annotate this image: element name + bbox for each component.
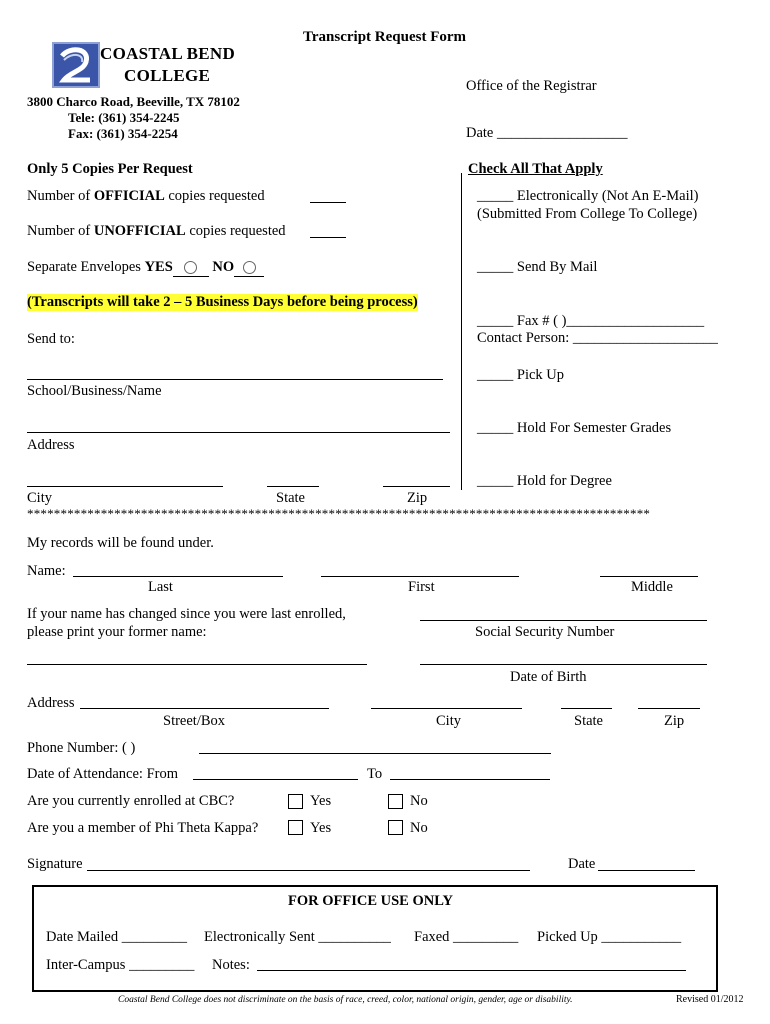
middle-name-field[interactable] — [600, 576, 698, 577]
official-copies-label: Number of OFFICIAL copies requested — [27, 188, 265, 204]
street-box-label: Street/Box — [163, 713, 226, 729]
record-state-field[interactable] — [561, 708, 612, 709]
send-city-label: City — [27, 490, 52, 506]
dob-field[interactable] — [420, 664, 707, 665]
phone-label: Phone Number: ( ) — [27, 740, 136, 756]
inter-campus[interactable]: Inter-Campus _________ — [46, 957, 195, 973]
office-registrar: Office of the Registrar — [466, 78, 597, 94]
star-separator: ********************************************************************************************* — [27, 506, 651, 521]
send-city-field[interactable] — [27, 486, 223, 487]
first-name-field[interactable] — [321, 576, 519, 577]
unofficial-copies-label: Number of UNOFFICIAL copies requested — [27, 223, 286, 239]
unofficial-copies-field[interactable] — [310, 237, 346, 238]
notes-label: Notes: — [212, 957, 250, 973]
form-title: Transcript Request Form — [303, 29, 467, 45]
option-electronic[interactable]: _____ Electronically (Not An E-Mail) — [477, 188, 699, 204]
logo-line2: COLLEGE — [124, 66, 211, 85]
first-label: First — [408, 579, 435, 595]
record-zip-field[interactable] — [638, 708, 700, 709]
phone-field[interactable] — [199, 753, 551, 754]
record-street-field[interactable] — [80, 708, 329, 709]
records-found-under: My records will be found under. — [27, 535, 214, 551]
processing-notice: (Transcripts will take 2 – 5 Business Days before being process) — [27, 294, 418, 310]
enrolled-yes-checkbox[interactable] — [288, 794, 303, 809]
option-electronic-note: (Submitted From College To College) — [477, 206, 698, 222]
college-logo — [52, 42, 100, 88]
record-zip-label: Zip — [664, 713, 685, 729]
send-zip-field[interactable] — [383, 486, 450, 487]
address-fax: Fax: (361) 354-2254 — [68, 126, 178, 141]
attendance-from-field[interactable] — [193, 779, 358, 780]
ptk-no-checkbox[interactable] — [388, 820, 403, 835]
option-mail[interactable]: _____ Send By Mail — [477, 259, 598, 275]
enrolled-no-checkbox[interactable] — [388, 794, 403, 809]
record-state-label: State — [574, 713, 603, 729]
enrolled-no-label: No — [410, 793, 428, 809]
signature-label: Signature — [27, 856, 83, 872]
picked-up[interactable]: Picked Up ___________ — [537, 929, 682, 945]
ptk-yes-label: Yes — [310, 820, 332, 836]
office-use-title: FOR OFFICE USE ONLY — [288, 893, 454, 909]
school-field[interactable] — [27, 379, 443, 380]
attendance-from-label: Date of Attendance: From — [27, 766, 178, 782]
only-5-copies: Only 5 Copies Per Request — [27, 161, 193, 177]
send-state-label: State — [276, 490, 305, 506]
check-all-heading: Check All That Apply — [468, 161, 603, 177]
address-street: 3800 Charco Road, Beeville, TX 78102 — [27, 94, 240, 109]
send-zip-label: Zip — [407, 490, 428, 506]
notes-field[interactable] — [257, 970, 686, 971]
name-changed-line1: If your name has changed since you were last enrolled, — [27, 606, 346, 622]
record-city-label: City — [436, 713, 461, 729]
ptk-no-label: No — [410, 820, 428, 836]
school-label: School/Business/Name — [27, 383, 162, 399]
last-name-field[interactable] — [73, 576, 283, 577]
option-pickup[interactable]: _____ Pick Up — [477, 367, 564, 383]
send-address-field[interactable] — [27, 432, 450, 433]
electronically-sent[interactable]: Electronically Sent __________ — [204, 929, 391, 945]
separate-envelopes: Separate Envelopes YES NO — [27, 259, 264, 277]
ssn-label: Social Security Number — [475, 624, 615, 640]
ssn-field[interactable] — [420, 620, 707, 621]
contact-person[interactable]: Contact Person: ____________________ — [477, 330, 718, 346]
nondiscrimination-footer: Coastal Bend College does not discriminate on the basis of race, creed, color, national origin, gender, age or disability. — [118, 995, 573, 1005]
record-city-field[interactable] — [371, 708, 522, 709]
former-name-field[interactable] — [27, 664, 367, 665]
send-address-label: Address — [27, 437, 75, 453]
signature-date-label: Date — [568, 856, 596, 872]
envelopes-yes-radio[interactable] — [184, 261, 197, 274]
last-label: Last — [148, 579, 173, 595]
ptk-question: Are you a member of Phi Theta Kappa? — [27, 820, 259, 836]
name-changed-line2: please print your former name: — [27, 624, 207, 640]
attendance-to-field[interactable] — [390, 779, 550, 780]
faxed[interactable]: Faxed _________ — [414, 929, 519, 945]
address-tele: Tele: (361) 354-2245 — [68, 110, 180, 125]
middle-label: Middle — [631, 579, 673, 595]
option-hold-semester[interactable]: _____ Hold For Semester Grades — [477, 420, 672, 436]
signature-date-field[interactable] — [598, 870, 695, 871]
record-address-label: Address — [27, 695, 75, 711]
name-label: Name: — [27, 563, 66, 579]
send-to-label: Send to: — [27, 331, 75, 347]
column-divider — [461, 173, 462, 490]
revised-date: Revised 01/2012 — [676, 994, 744, 1005]
option-fax[interactable]: _____ Fax # ( )___________________ — [477, 313, 705, 329]
attendance-to-label: To — [367, 766, 383, 782]
enrolled-yes-label: Yes — [310, 793, 332, 809]
dob-label: Date of Birth — [510, 669, 587, 685]
official-copies-field[interactable] — [310, 202, 346, 203]
date-mailed[interactable]: Date Mailed _________ — [46, 929, 187, 945]
enrolled-question: Are you currently enrolled at CBC? — [27, 793, 235, 809]
logo-line1: COASTAL BEND — [100, 44, 236, 63]
envelopes-no-radio[interactable] — [243, 261, 256, 274]
ptk-yes-checkbox[interactable] — [288, 820, 303, 835]
signature-field[interactable] — [87, 870, 530, 871]
send-state-field[interactable] — [267, 486, 319, 487]
option-hold-degree[interactable]: _____ Hold for Degree — [477, 473, 612, 489]
registrar-date[interactable]: Date __________________ — [466, 125, 628, 141]
